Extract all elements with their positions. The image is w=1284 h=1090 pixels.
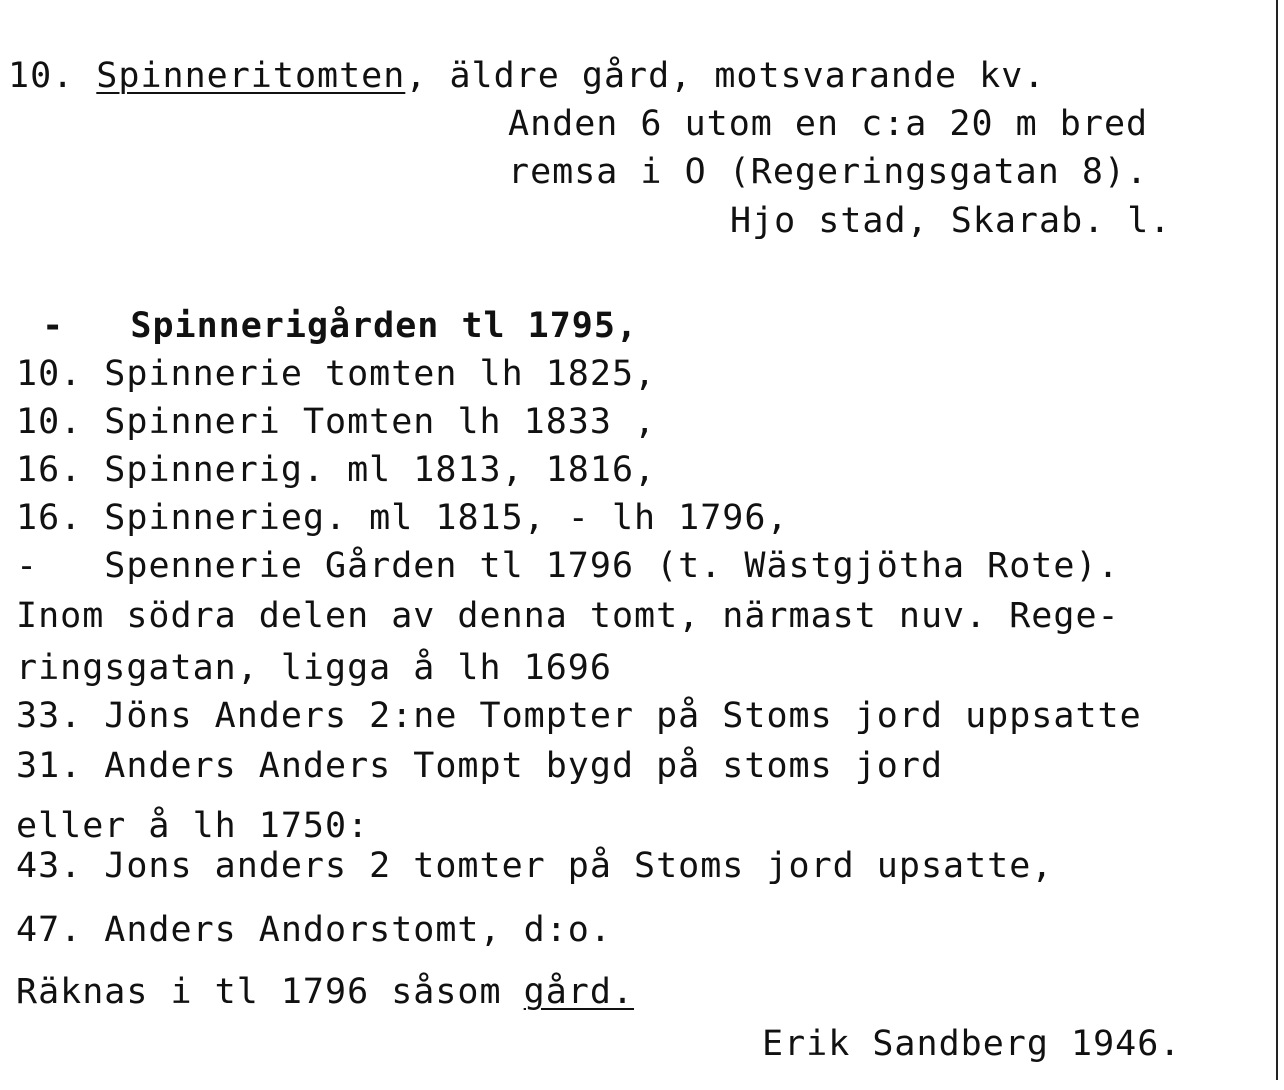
body-line-8: Räknas i tl 1796 såsom gård. (16, 972, 635, 1012)
entry-number: 10. (8, 56, 75, 96)
body-line-7: 47. Anders Andorstomt, d:o. (16, 910, 612, 950)
entry-line: - Spennerie Gården tl 1796 (t. Wästgjötha Rote). (16, 546, 1120, 586)
header-line-3: remsa i O (Regeringsgatan 8). (508, 152, 1149, 192)
card-edge (1276, 0, 1278, 1080)
header-line-2: Anden 6 utom en c:a 20 m bred (508, 104, 1149, 144)
entry-line: - Spinnerigården tl 1795, (20, 306, 639, 346)
entry-line: 10. Spinnerie tomten lh 1825, (16, 354, 657, 394)
body-line-4: 31. Anders Anders Tompt bygd på stoms jord (16, 746, 944, 786)
body-line-3: 33. Jöns Anders 2:ne Tompter på Stoms jord uppsatte (16, 696, 1142, 736)
entry-line: 16. Spinnerieg. ml 1815, - lh 1796, (16, 498, 789, 538)
entry-line: 10. Spinneri Tomten lh 1833 , (16, 402, 657, 442)
body-line-5: eller å lh 1750: (16, 806, 370, 846)
body-line-6: 43. Jons anders 2 tomter på Stoms jord upsatte, (16, 846, 1054, 886)
header-line-1 (8, 56, 1045, 96)
header-description: , äldre gård, motsvarande kv. (405, 56, 1046, 96)
place-name: Spinneritomten (96, 56, 406, 96)
body-line-2: ringsgatan, ligga å lh 1696 (16, 648, 612, 688)
signature: Erik Sandberg 1946. (762, 1024, 1182, 1064)
entry-line: 16. Spinnerig. ml 1813, 1816, (16, 450, 657, 490)
body-line-1: Inom södra delen av denna tomt, närmast nuv. Rege- (16, 596, 1120, 636)
header-line-4: Hjo stad, Skarab. l. (730, 201, 1172, 241)
